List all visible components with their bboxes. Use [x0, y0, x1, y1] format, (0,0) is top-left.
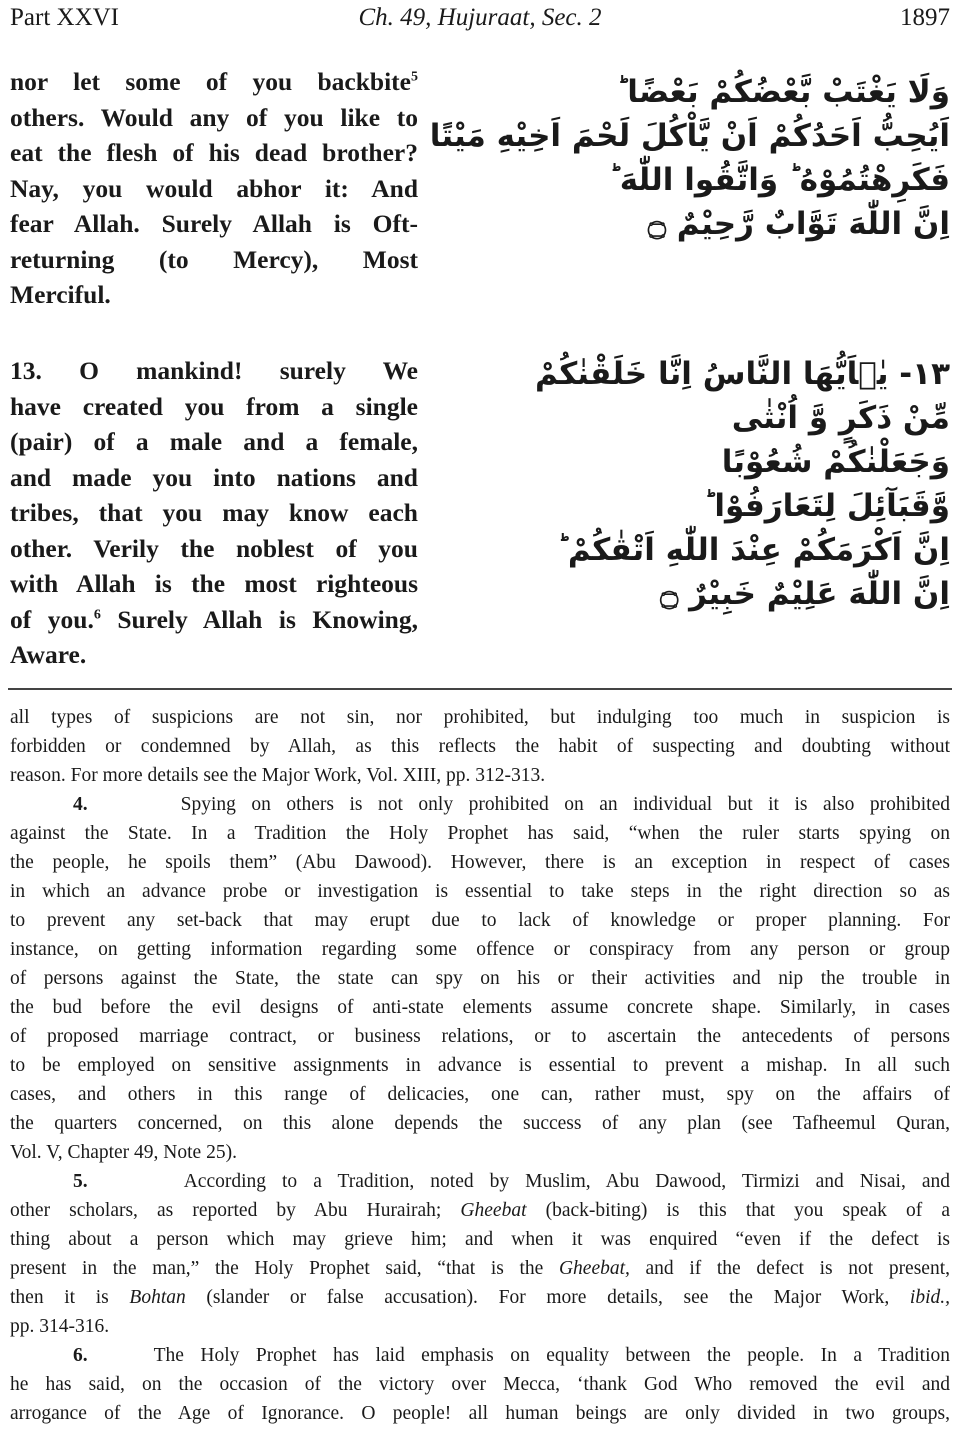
part-label: Part XXVI	[10, 4, 120, 31]
verse-line: (pair) of a male and a female,	[10, 427, 418, 456]
note-line: he has said, on the occasion of the victory over Mecca, ‘thank God Who removed the evil and	[10, 1374, 950, 1395]
page-header	[10, 4, 950, 40]
note-line: against the State. In a Tradition the Holy Prophet has said, “when the ruler starts spying on	[10, 823, 950, 844]
verse-13-arabic	[520, 352, 950, 616]
note-line: of proposed marriage contract, or business relations, or to ascertain the antecedents of persons	[10, 1026, 950, 1047]
footnote-marker: 6	[93, 607, 101, 622]
arabic-line: وَلَا يَغْتَبْ بَّعْضُكُمْ بَعْضًا ؕ	[616, 74, 950, 110]
verse-line: 13. O mankind! surely We	[10, 356, 418, 385]
arabic-line: مِّنْ ذَكَرٍ وَّ اُنْثٰى	[731, 400, 950, 436]
verse-13-translation	[10, 353, 418, 673]
arabic-line: فَكَرِهْتُمُوْهُ ؕ وَاتَّقُوا اللّٰهَ ؕ	[608, 162, 950, 198]
verse-line: of you.$^6$ Surely Allah is Knowing,	[10, 604, 418, 634]
note-line: Vol. V, Chapter 49, Note 25).	[10, 1142, 237, 1163]
arabic-line: اِنَّ اللّٰهَ عَلِيْمٌ خَبِيْرٌ ۝	[660, 576, 950, 612]
arabic-line: وَجَعَلْنٰكُمْ شُعُوْبًا	[721, 444, 950, 480]
note-line: of persons against the State, the state can spy on his or their activities and nip the trouble in	[10, 968, 950, 989]
verse-line: have created you from a single	[10, 391, 418, 421]
arabic-line: اَيُحِبُّ اَحَدُكُمْ اَنْ يَّاْكُلَ لَحْمَ اَخِيْهِ مَيْتًا	[429, 118, 950, 154]
note-number: 5.	[73, 1171, 88, 1192]
footnotes	[10, 703, 950, 1428]
note-line: present in the man,” the Holy Prophet said, “that is the Gheebat, and if the defect is not present,	[10, 1258, 950, 1279]
arabic-line: اِنَّ اَكْرَمَكُمْ عِنْدَ اللّٰهِ اَتْقٰكُمْ ؕ	[557, 532, 950, 568]
verse-line: other. Verily the noblest of you	[10, 533, 418, 563]
footnote-divider	[8, 688, 952, 690]
note-line: the people, he spoils them” (Abu Dawood). However, there is an exception in respect of cases	[10, 852, 950, 873]
verse-12-arabic	[429, 70, 950, 246]
note-line: the bud before the evil designs of anti-state elements assume concrete shape. Similarly, in cases	[10, 997, 950, 1018]
note-line: forbidden or condemned by Allah, as this reflects the habit of suspecting and doubting without	[10, 736, 950, 757]
verse-line: fear Allah. Surely Allah is Oft-	[10, 209, 418, 238]
verse-line: and made you into nations and	[10, 462, 418, 492]
note-line: in which an advance probe or investigation is essential to take steps in the right direction so as	[10, 881, 950, 902]
note-line: 6. The Holy Prophet has laid emphasis on equality between the people. In a Tradition	[73, 1345, 950, 1366]
footnote-marker: 5	[411, 69, 418, 85]
note-number: 4.	[73, 794, 88, 815]
note-line: 4. Spying on others is not only prohibited on an individual but it is also prohibited	[73, 794, 951, 815]
verse-line: Aware.	[10, 640, 87, 669]
note-line: arrogance of the Age of Ignorance. O people! all human beings are only divided in two groups,	[10, 1403, 950, 1424]
note-line: all types of suspicions are not sin, nor prohibited, but indulging too much in suspicion is	[10, 707, 950, 728]
note-line: instance, on getting information regarding some offence or conspiracy from any person or group	[10, 939, 950, 960]
chapter-title: Ch. 49, Hujuraat, Sec. 2	[358, 4, 602, 31]
verse-line: with Allah is the most righteous	[10, 569, 418, 598]
verse-line: others. Would any of you like to	[10, 102, 418, 132]
arabic-line: اِنَّ اللّٰهَ تَوَّابٌ رَّحِيْمٌ ۝	[647, 206, 950, 242]
note-line: reason. For more details see the Major Work, Vol. XIII, pp. 312-313.	[10, 765, 546, 786]
verse-line: nor let some of you backbite$^5$	[10, 67, 418, 96]
verse-line: tribes, that you may know each	[10, 498, 418, 527]
verse-line: eat the flesh of his dead brother?	[10, 138, 418, 167]
note-line: 5. According to a Tradition, noted by Muslim, Abu Dawood, Tirmizi and Nisai, and	[73, 1171, 950, 1192]
verse-line: Nay, you would abhor it: And	[10, 173, 418, 203]
verse-line: Merciful.	[10, 280, 111, 309]
note-line: the quarters concerned, on this alone depends the success of any plan (see Tafheemul Quran,	[10, 1113, 950, 1134]
note-line: thing about a person which may grieve him; and when it was enquired “even if the defect is	[10, 1229, 950, 1250]
note-line: then it is Bohtan (slander or false accusation). For more details, see the Major Work, ibid.,	[10, 1287, 951, 1308]
note-line: to prevent any set-back that may erupt due to lack of knowledge or proper planning. For	[10, 910, 950, 931]
verse-12-translation	[10, 64, 418, 313]
note-line: to be employed on sensitive assignments in advance is essential to prevent a mishap. In all such	[10, 1055, 950, 1076]
note-number: 6.	[73, 1345, 88, 1366]
arabic-line: ١٣- يٰۤاَيُّهَا النَّاسُ اِنَّا خَلَقْنٰكُمْ	[534, 356, 950, 392]
note-line: pp. 314-316.	[10, 1316, 110, 1337]
verse-line: returning (to Mercy), Most	[10, 244, 418, 274]
note-line: cases, and others in this range of delicacies, one can, rather must, spy on the affairs of	[10, 1084, 950, 1105]
note-line: other scholars, as reported by Abu Hurairah; Gheebat (back-biting) is this that you speak of a	[10, 1200, 950, 1221]
page-number: 1897	[900, 4, 950, 31]
arabic-line: وَّقَبَآئِلَ لِتَعَارَفُوْا ؕ	[703, 488, 950, 524]
